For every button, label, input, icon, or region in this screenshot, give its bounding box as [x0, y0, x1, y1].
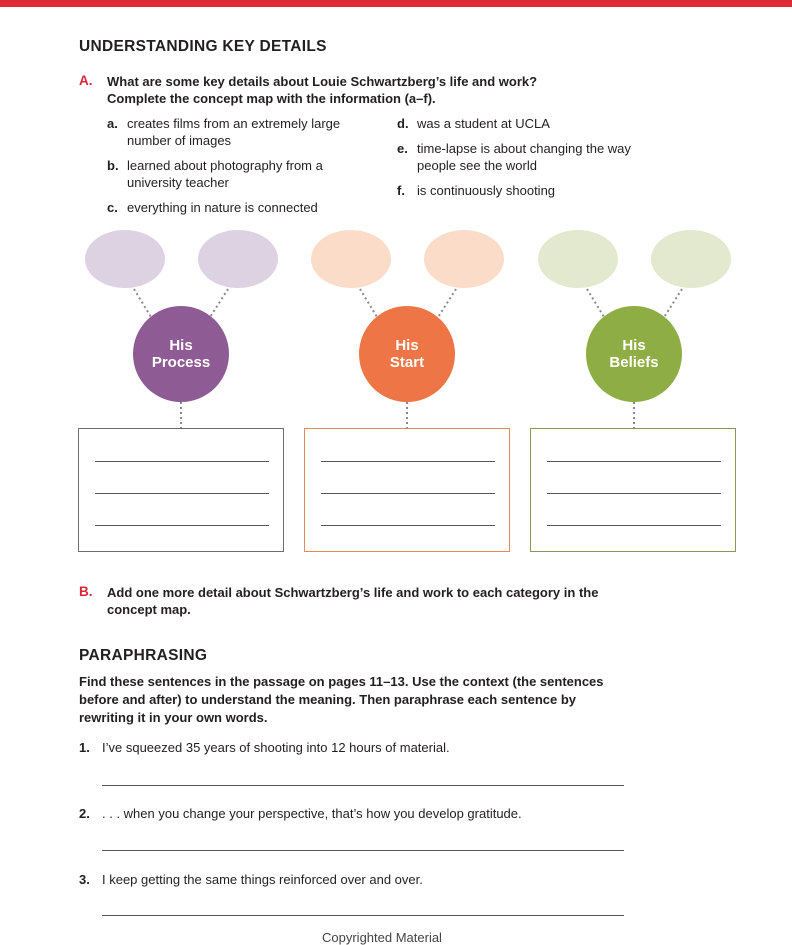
item-number: 2.	[79, 806, 90, 821]
answer-line	[547, 493, 721, 494]
option-letter: f.	[397, 183, 405, 198]
section-heading-key-details: UNDERSTANDING KEY DETAILS	[79, 38, 327, 55]
question-b-letter: B.	[79, 584, 93, 599]
answer-line	[321, 525, 495, 526]
answer-line-2[interactable]	[102, 850, 624, 851]
answer-box-beliefs[interactable]	[530, 428, 736, 552]
option-text: creates films from an extremely large	[127, 116, 341, 131]
option-letter: e.	[397, 141, 408, 156]
answer-oval-start-1[interactable]	[311, 230, 391, 288]
answer-line	[321, 493, 495, 494]
paraphrasing-instructions	[79, 673, 604, 727]
footer-copyright: Copyrighted Material	[322, 930, 442, 945]
answer-oval-beliefs-1[interactable]	[538, 230, 618, 288]
answer-line	[321, 461, 495, 462]
answer-line	[547, 525, 721, 526]
answer-line	[95, 493, 269, 494]
category-label-line-1: His	[395, 337, 419, 354]
option-text: was a student at UCLA	[417, 116, 550, 131]
option-text: number of images	[127, 133, 232, 148]
option-text: people see the world	[417, 158, 537, 173]
answer-oval-beliefs-2[interactable]	[651, 230, 731, 288]
instruction-line: Find these sentences in the passage on pages 11–13. Use the context (the sentences	[79, 674, 604, 689]
instruction-line: rewriting it in your own words.	[79, 710, 268, 725]
option-letter: a.	[107, 116, 118, 131]
question-a-line-1: What are some key details about Louie Schwartzberg’s life and work?	[107, 74, 538, 89]
item-sentence: . . . when you change your perspective, that’s how you develop gratitude.	[102, 806, 522, 821]
item-number: 1.	[79, 740, 90, 755]
category-label-line-1: His	[622, 337, 646, 354]
option-letter: c.	[107, 200, 118, 215]
option-letter: b.	[107, 158, 119, 173]
section-heading-paraphrasing: PARAPHRASING	[79, 647, 208, 664]
answer-line-3[interactable]	[102, 915, 624, 916]
answer-box-process[interactable]	[78, 428, 284, 552]
answer-oval-process-2[interactable]	[198, 230, 278, 288]
question-b-text	[107, 584, 598, 618]
option-text: everything in nature is connected	[127, 200, 318, 215]
category-circle-process	[133, 306, 229, 402]
category-label-line-1: His	[169, 337, 193, 354]
answer-line	[95, 461, 269, 462]
option-text: time-lapse is about changing the way	[417, 141, 631, 156]
answer-oval-start-2[interactable]	[424, 230, 504, 288]
question-a-line-2: Complete the concept map with the information (a–f).	[107, 91, 436, 106]
answer-line-1[interactable]	[102, 785, 624, 786]
item-sentence: I keep getting the same things reinforced over and over.	[102, 872, 423, 887]
item-number: 3.	[79, 872, 90, 887]
option-text: is continuously shooting	[417, 183, 556, 198]
category-label-line-2: Start	[389, 354, 425, 371]
item-sentence: I’ve squeezed 35 years of shooting into 12 hours of material.	[102, 740, 450, 755]
answer-box-start[interactable]	[304, 428, 510, 552]
category-circle-beliefs	[586, 306, 682, 402]
category-circle-start	[359, 306, 455, 402]
option-text: learned about photography from a	[127, 158, 323, 173]
option-letter: d.	[397, 116, 409, 131]
category-label-line-2: Beliefs	[609, 354, 659, 371]
answer-line	[547, 461, 721, 462]
option-text: university teacher	[127, 175, 229, 190]
question-a-letter: A.	[79, 73, 93, 88]
answer-line	[95, 525, 269, 526]
question-b-line-2: concept map.	[107, 602, 191, 617]
question-b-line-1: Add one more detail about Schwartzberg’s life and work to each category in the	[107, 585, 599, 600]
answer-oval-process-1[interactable]	[85, 230, 165, 288]
instruction-line: before and after) to understand the meaning. Then paraphrase each sentence by	[79, 692, 577, 707]
category-label-line-2: Process	[151, 354, 211, 371]
